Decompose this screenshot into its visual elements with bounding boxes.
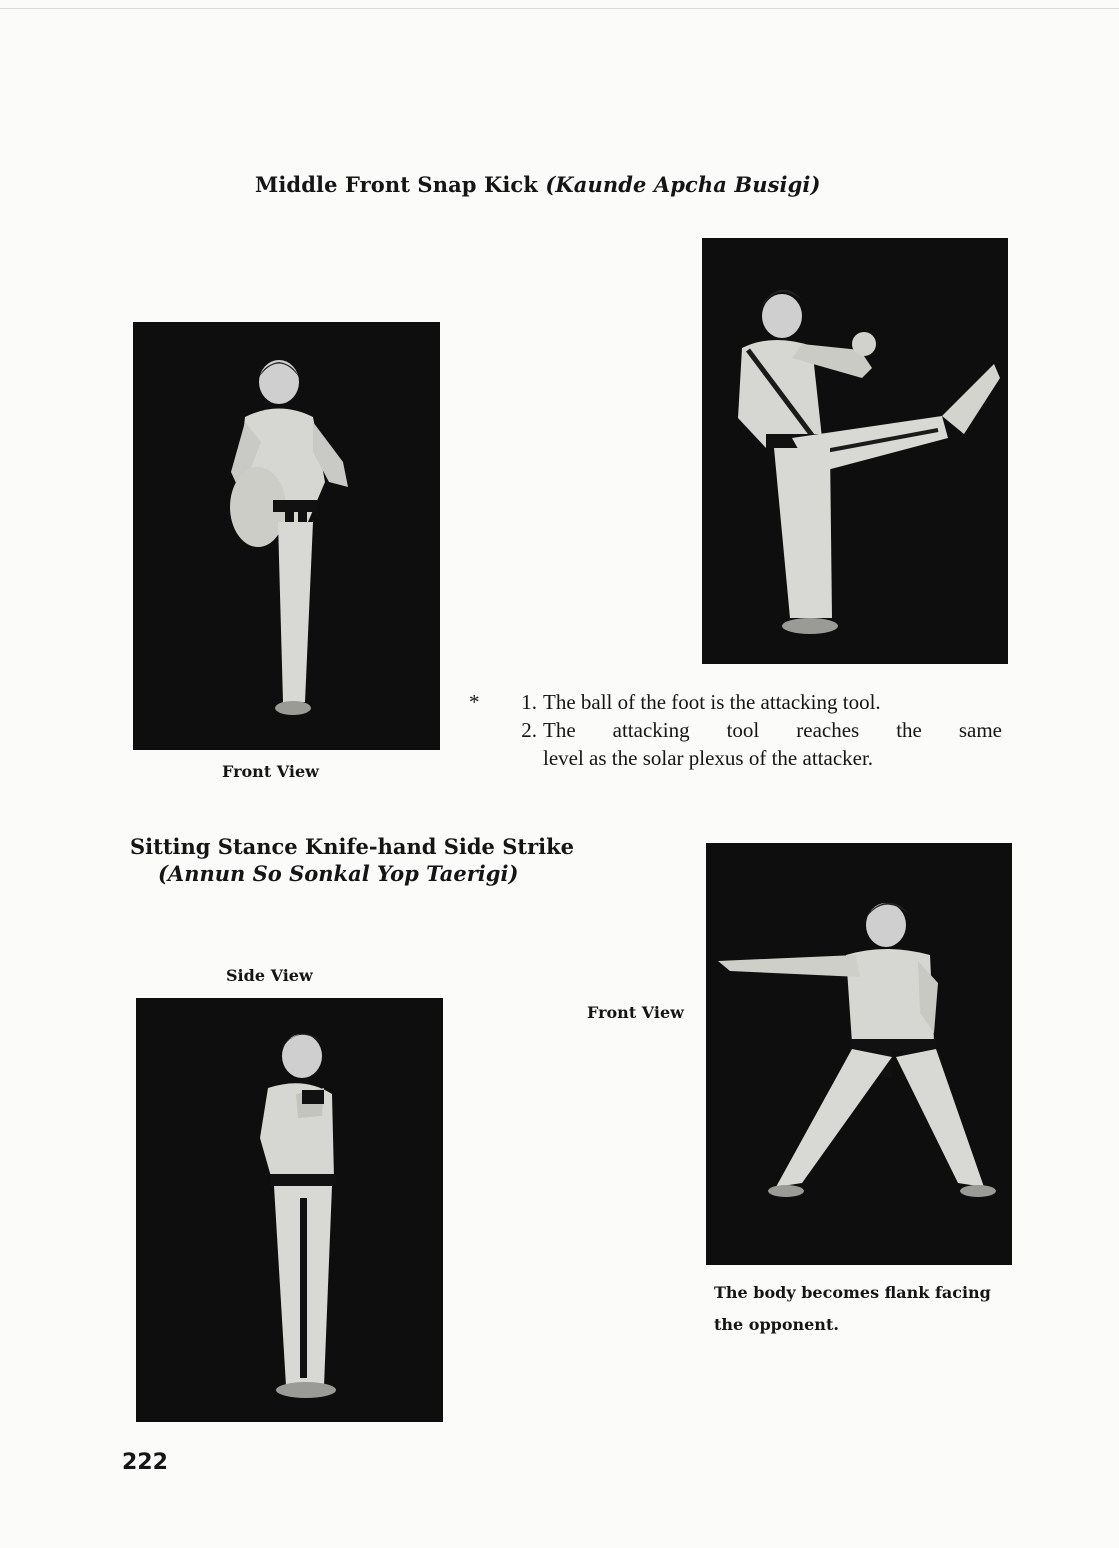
title-native-text: (Annun So Sonkal Yop Taerigi) [158, 861, 519, 886]
figure-illustration [702, 238, 1008, 664]
figure-illustration [706, 843, 1012, 1265]
caption-line-2: the opponent. [714, 1315, 839, 1334]
note-number: 1. [521, 690, 537, 714]
caption-body-flank [714, 1277, 1014, 1341]
caption-front-view-2: Front View [587, 1003, 684, 1022]
note-item-1 [469, 688, 1002, 716]
note-number: 2. [521, 718, 537, 742]
page-edge-line [0, 8, 1119, 9]
photo-front-snap-kick-front-view [133, 322, 440, 750]
figure-illustration [133, 322, 440, 750]
section-title-knife-hand-strike [130, 833, 574, 887]
note-text-line2: level as the solar plexus of the attacker. [543, 746, 874, 770]
title-native-text: (Kaunde Apcha Busigi) [545, 172, 821, 197]
caption-line-1: The body becomes flank facing [714, 1283, 991, 1302]
page-number: 222 [122, 1450, 168, 1475]
title-text: Sitting Stance Knife-hand Side Strike [130, 834, 575, 859]
note-text: The ball of the foot is the attacking tool. [543, 690, 881, 714]
notes-list [469, 688, 1002, 772]
title-text: Middle Front Snap Kick [255, 172, 538, 197]
note-asterisk: * [469, 690, 480, 714]
photo-sitting-stance-front-view [706, 843, 1012, 1265]
caption-side-view: Side View [226, 966, 313, 985]
figure-illustration [136, 998, 443, 1422]
section-title-front-snap-kick [255, 172, 821, 197]
note-item-2 [497, 716, 1002, 772]
photo-front-snap-kick-side [702, 238, 1008, 664]
note-text-line1: The attacking tool reaches the same [543, 718, 1002, 742]
photo-sitting-stance-side-view [136, 998, 443, 1422]
caption-front-view-1: Front View [222, 762, 319, 781]
